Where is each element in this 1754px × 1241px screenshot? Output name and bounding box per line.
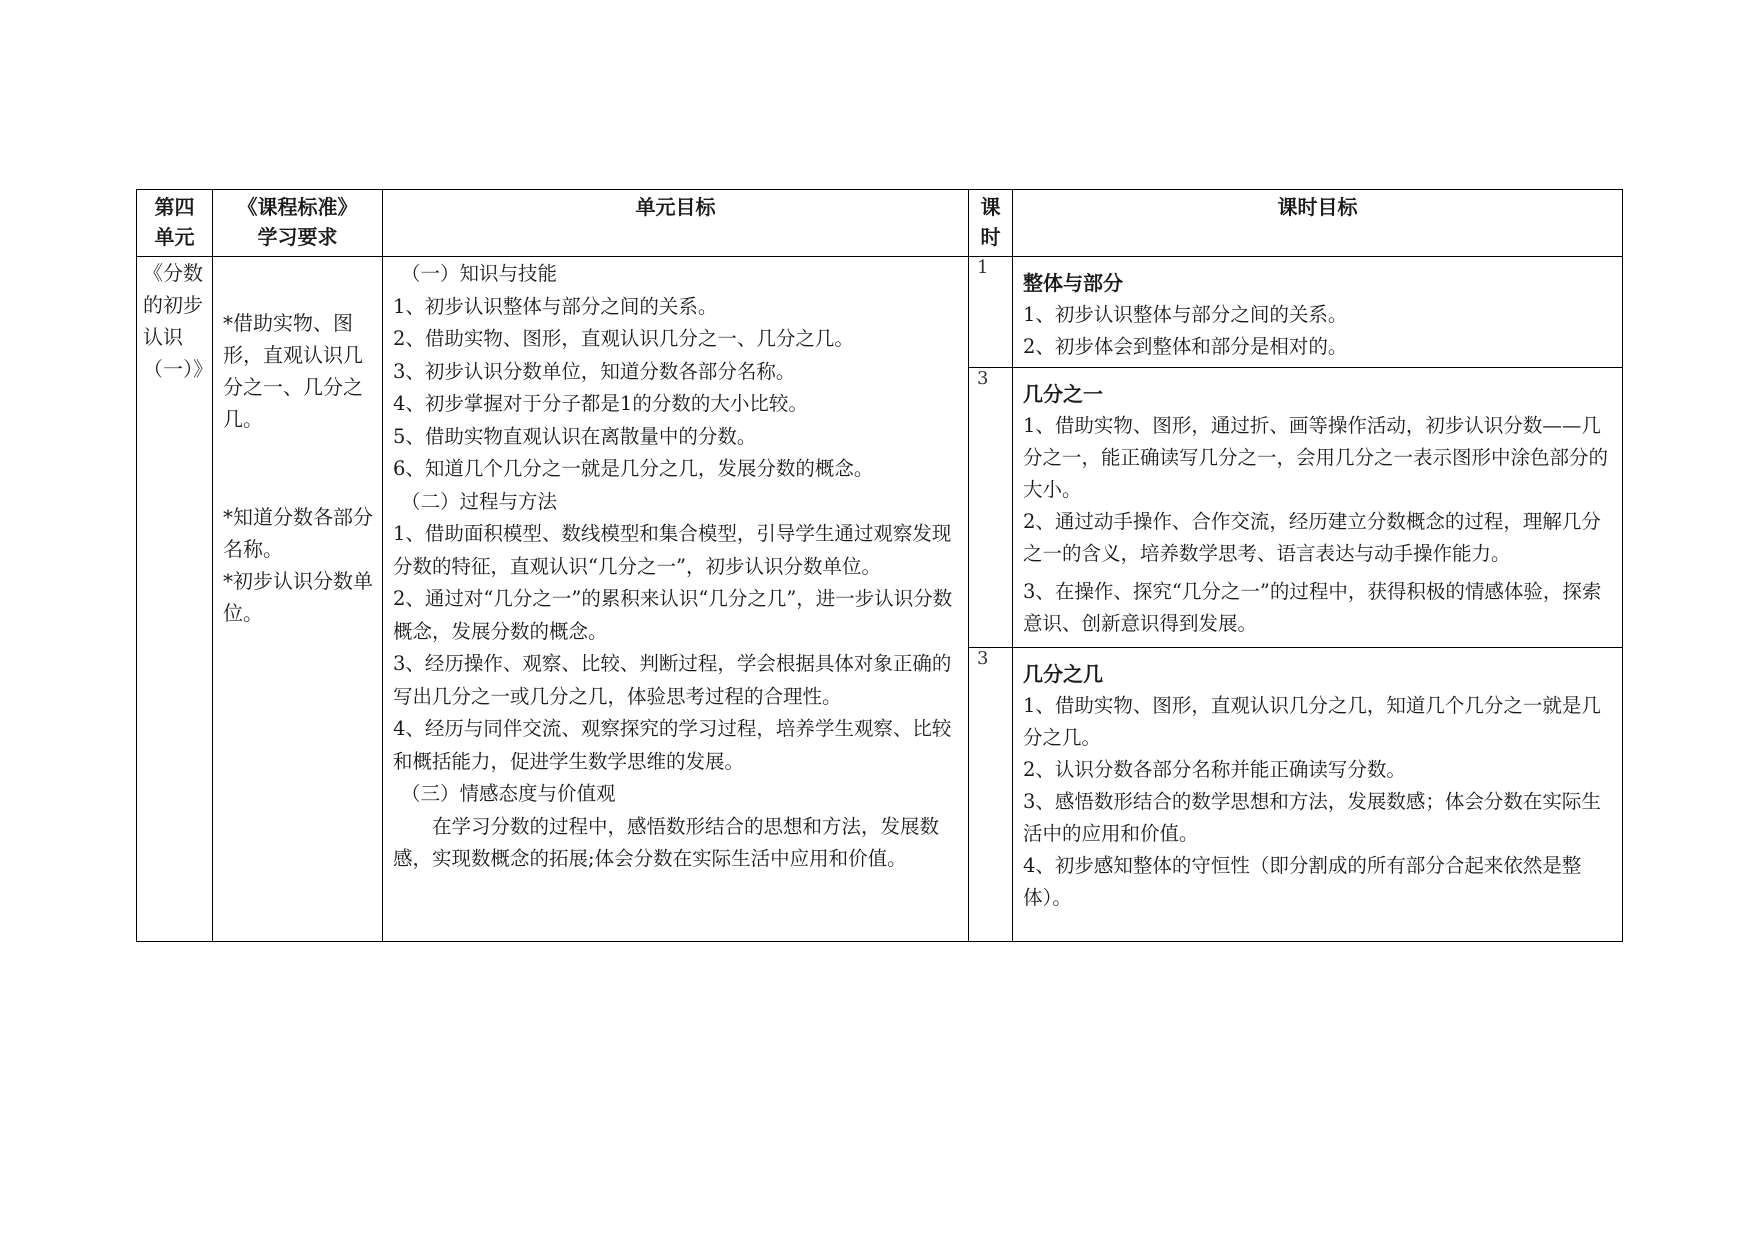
header-unit [137,190,213,257]
lesson-goal-item: 1、借助实物、图形，通过折、画等操作活动，初步认识分数——几分之一，能正确读写几分之一，会用几分之一表示图形中涂色部分的大小。 [1023,414,1609,501]
lesson-goals-cell-2 [1013,368,1623,648]
header-standard-line-2: 学习要求 [257,225,338,249]
lesson-title: 几分之几 [1023,662,1103,686]
unit-goal-item: 在学习分数的过程中，感悟数形结合的思想和方法，发展数感，实现数概念的拓展;体会分数在实际生活中应用和价值。 [393,814,940,870]
header-unit-line-2: 单元 [154,225,195,249]
unit-goal-heading: （一）知识与技能 [401,262,558,285]
unit-goal-item: 3、初步认识分数单位，知道分数各部分名称。 [393,359,796,383]
unit-goal-heading: （二）过程与方法 [401,489,558,513]
unit-goal-item: 1、初步认识整体与部分之间的关系。 [393,294,718,318]
unit-goal-heading: （三）情感态度与价值观 [401,782,616,805]
header-periods [969,190,1013,257]
standard-requirement: *初步认识分数单位。 [223,569,373,625]
unit-goal-item: 2、通过对“几分之一”的累积来认识“几分之几”，进一步认识分数概念，发展分数的概念。 [393,587,953,643]
standard-requirements-cell [213,257,383,942]
header-periods-line-1: 课 [980,195,1001,219]
header-periods-line-2: 时 [980,225,1001,249]
unit-name: 《分数的初步认识（一）》 [143,261,213,381]
header-standard-line-1: 《课程标准》 [237,195,358,219]
unit-goal-item: 2、借助实物、图形，直观认识几分之一、几分之几。 [393,327,854,350]
lesson-periods-2: 3 [969,368,1013,648]
unit-goal-item: 1、借助面积模型、数线模型和集合模型，引导学生通过观察发现分数的特征，直观认识“几分之一”，初步认识分数单位。 [393,522,952,578]
lesson-goal-item: 2、认识分数各部分名称并能正确读写分数。 [1023,758,1406,781]
unit-name-cell [137,257,213,942]
standard-requirement: *知道分数各部分名称。 [223,505,373,561]
lesson-goal-item: 2、初步体会到整体和部分是相对的。 [1023,335,1348,358]
lesson-goal-item: 3、感悟数形结合的数学思想和方法，发展数感；体会分数在实际生活中的应用和价值。 [1023,790,1601,845]
header-unit-line-1: 第四 [154,195,195,219]
unit-goal-item: 6、知道几个几分之一就是几分之几，发展分数的概念。 [393,457,874,480]
lesson-plan-table [136,189,1623,942]
lesson-goal-item: 1、初步认识整体与部分之间的关系。 [1023,303,1348,326]
standard-requirement: *借助实物、图形，直观认识几分之一、几分之几。 [223,311,363,431]
lesson-goal-item: 2、通过动手操作、合作交流，经历建立分数概念的过程，理解几分之一的含义，培养数学思考、语言表达与动手操作能力。 [1023,510,1601,565]
lesson-periods-1: 1 [969,257,1013,368]
unit-goal-item: 4、初步掌握对于分子都是1的分数的大小比较。 [393,392,808,415]
lesson-periods-3: 3 [969,648,1013,942]
unit-goal-item: 5、借助实物直观认识在离散量中的分数。 [393,424,757,448]
header-lesson-goal: 课时目标 [1013,190,1623,257]
header-row [137,190,1623,257]
lesson-title: 几分之一 [1023,382,1103,406]
unit-goals-cell [383,257,969,942]
lesson-row-1 [137,257,1623,368]
header-unit-goal: 单元目标 [383,190,969,257]
lesson-title: 整体与部分 [1023,271,1123,295]
lesson-goal-item: 1、借助实物、图形，直观认识几分之几，知道几个几分之一就是几分之几。 [1023,694,1601,749]
unit-goals-list [393,258,960,876]
header-standard [213,190,383,257]
lesson-goals-cell-3 [1013,648,1623,942]
unit-goal-item: 3、经历操作、观察、比较、判断过程，学会根据具体对象正确的写出几分之一或几分之几，体验思考过程的合理性。 [393,652,952,708]
lesson-goals-cell-1 [1013,257,1623,368]
unit-goal-item: 4、经历与同伴交流、观察探究的学习过程，培养学生观察、比较和概括能力，促进学生数学思维的发展。 [393,717,952,773]
lesson-goal-item: 4、初步感知整体的守恒性（即分割成的所有部分合起来依然是整体）。 [1023,854,1582,909]
lesson-goal-item: 3、在操作、探究“几分之一”的过程中，获得积极的情感体验，探索意识、创新意识得到发展。 [1023,580,1602,635]
